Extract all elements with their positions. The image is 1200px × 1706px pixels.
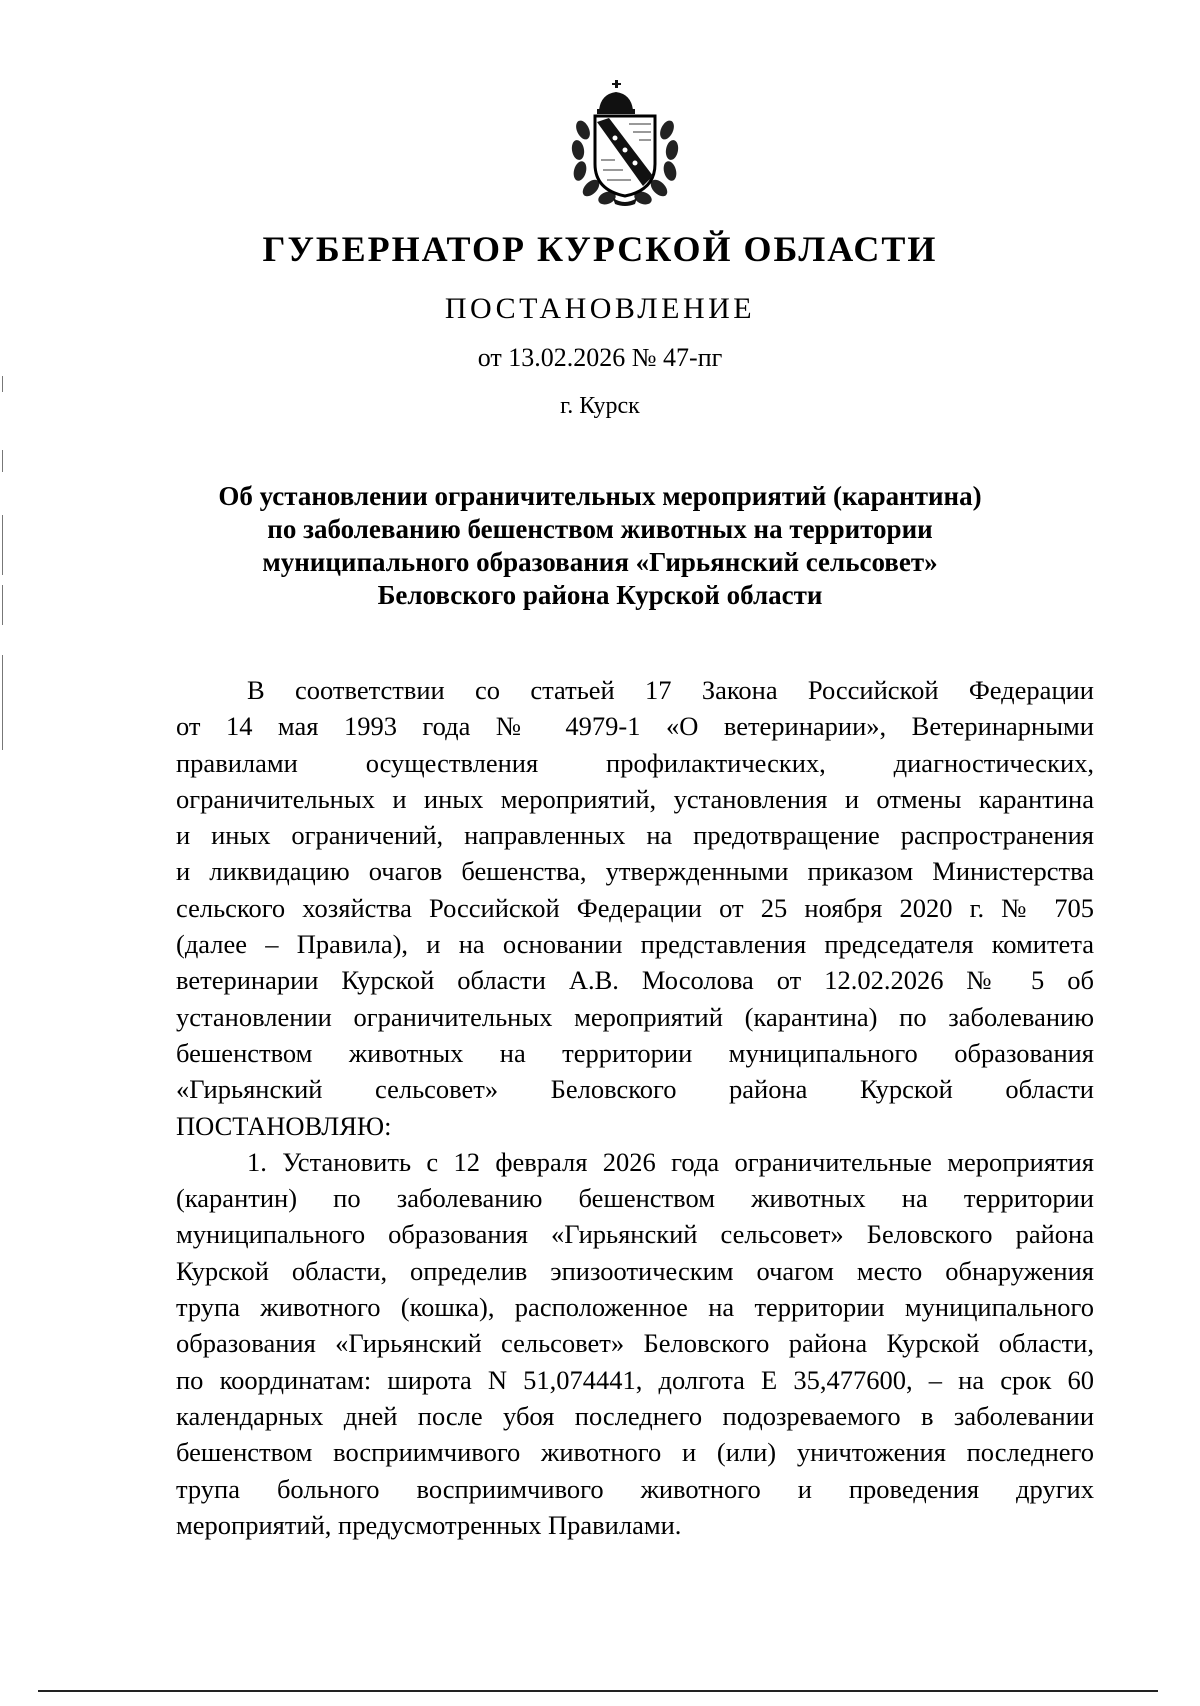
coat-of-arms-icon xyxy=(569,80,681,208)
text-line: образования «Гирьянский сельсовет» Беловского района Курской области, xyxy=(176,1328,1094,1359)
text-line: В соответствии со статьей 17 Закона Российской Федерации xyxy=(247,675,1094,705)
document-type: ПОСТАНОВЛЕНИЕ xyxy=(444,292,756,325)
text-line: 1. Установить с 12 февраля 2026 года ограничительные мероприятия xyxy=(247,1146,1094,1177)
decree-word: ПОСТАНОВЛЯЮ: xyxy=(176,1110,392,1141)
text-line: бешенством животных на территории муниципального образования xyxy=(176,1037,1094,1068)
text-line: (далее – Правила), и на основании представления председателя комитета xyxy=(176,929,1094,960)
text-line: и ликвидацию очагов бешенства, утвержденными приказом Министерства xyxy=(176,856,1094,887)
text-line: бешенством восприимчивого животного и (или) уничтожения последнего xyxy=(176,1437,1094,1468)
item-1-paragraph xyxy=(176,1144,1094,1543)
text-line: ограничительных и иных мероприятий, установления и отмены карантина xyxy=(176,783,1094,814)
subject-line: по заболеванию бешенством животных на территории xyxy=(267,514,933,544)
document-number: от 13.02.2026 № 47-пг xyxy=(477,343,723,372)
document-body xyxy=(176,672,1094,1543)
text-line: «Гирьянский сельсовет» Беловского района Курской области xyxy=(176,1074,1094,1105)
text-line: трупа животного (кошка), расположенное на территории муниципального xyxy=(176,1292,1094,1323)
text-line: муниципального образования «Гирьянский сельсовет» Беловского района xyxy=(176,1219,1094,1250)
text-line: от 14 мая 1993 года № 4979-1 «О ветеринарии», Ветеринарными xyxy=(176,711,1094,742)
text-line: трупа больного восприимчивого животного и проведения других xyxy=(176,1473,1094,1504)
text-line: ветеринарии Курской области А.В. Мосолова от 12.02.2026 № 5 об xyxy=(176,965,1094,996)
page-bottom-edge xyxy=(38,1690,1158,1692)
text-line: календарных дней после убоя последнего подозреваемого в заболевании xyxy=(176,1400,1094,1431)
subject-line: муниципального образования «Гирьянский сельсовет» xyxy=(262,547,938,577)
preamble-paragraph xyxy=(176,672,1094,1144)
text-line: мероприятий, предусмотренных Правилами. xyxy=(176,1509,682,1540)
document-city: г. Курск xyxy=(560,393,640,419)
text-line: по координатам: широта N 51,074441, долгота E 35,477600, – на срок 60 xyxy=(176,1364,1094,1395)
subject-line: Об установлении ограничительных мероприятий (карантина) xyxy=(218,481,982,511)
text-line: установлении ограничительных мероприятий (карантина) по заболеванию xyxy=(176,1001,1094,1032)
authority-title: ГУБЕРНАТОР КУРСКОЙ ОБЛАСТИ xyxy=(262,229,938,269)
text-line: и иных ограничений, направленных на предотвращение распространения xyxy=(176,820,1094,851)
text-line: (карантин) по заболеванию бешенством животных на территории xyxy=(176,1183,1094,1214)
text-line: правилами осуществления профилактических, диагностических, xyxy=(176,747,1094,778)
text-line: сельского хозяйства Российской Федерации от 25 ноября 2020 г. № 705 xyxy=(176,892,1094,923)
text-line: Курской области, определив эпизоотическим очагом место обнаружения xyxy=(176,1255,1094,1286)
subject-line: Беловского района Курской области xyxy=(377,580,823,610)
document-subject xyxy=(0,480,1200,612)
